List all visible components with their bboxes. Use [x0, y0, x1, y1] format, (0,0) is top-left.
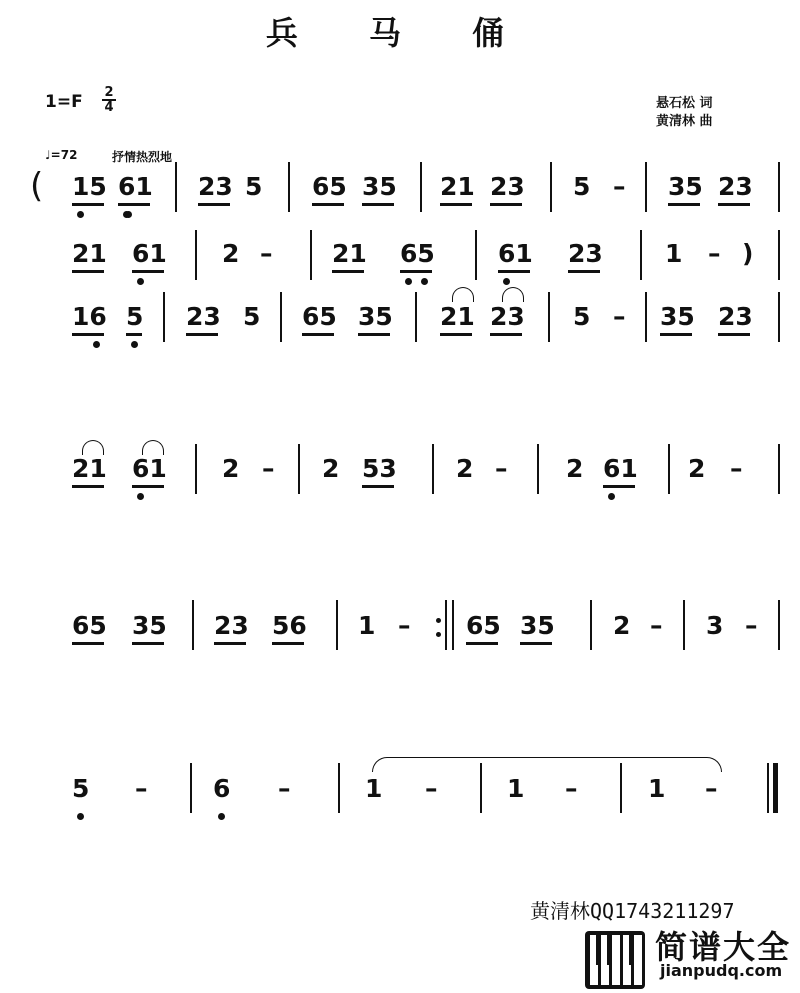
note: 35 — [132, 611, 167, 640]
beam-underline — [72, 333, 104, 336]
note: 35 — [660, 302, 695, 331]
note: 2 — [322, 454, 340, 483]
note: 5 — [72, 774, 90, 803]
bar-line — [640, 230, 642, 280]
note: 23 — [718, 302, 753, 331]
bar-line — [280, 292, 282, 342]
note: 65 — [72, 611, 107, 640]
composer-credit: 黄清林 曲 — [656, 114, 713, 129]
note: – — [613, 302, 626, 331]
note: 5 — [243, 302, 261, 331]
bar-line — [475, 230, 477, 280]
note: 23 — [198, 172, 233, 201]
note: 2 — [222, 239, 240, 268]
note: 35 — [520, 611, 555, 640]
slur — [82, 440, 104, 455]
note: 65 — [400, 239, 435, 268]
beam-underline — [603, 485, 635, 488]
logo-url: jianpudq.com — [660, 961, 783, 980]
footer-contact: 黄清林QQ1743211297 — [530, 899, 735, 923]
bar-line — [550, 162, 552, 212]
beam-underline — [520, 642, 552, 645]
octave-dot — [608, 493, 615, 500]
note: 1 — [358, 611, 376, 640]
note: 21 — [72, 239, 107, 268]
expression-marking: 抒情热烈地 — [112, 150, 173, 164]
note: – — [708, 239, 721, 268]
note: 56 — [272, 611, 307, 640]
bar-line — [778, 600, 780, 650]
beam-underline — [132, 270, 164, 273]
bar-line — [190, 763, 192, 813]
beam-underline — [400, 270, 432, 273]
note: ) — [742, 239, 754, 268]
note: – — [495, 454, 508, 483]
beam-underline — [272, 642, 304, 645]
beam-underline — [362, 203, 394, 206]
beam-underline — [312, 203, 344, 206]
note: – — [425, 774, 438, 803]
bar-line — [415, 292, 417, 342]
slur — [142, 440, 164, 455]
note: 35 — [362, 172, 397, 201]
note: – — [745, 611, 758, 640]
beam-underline — [362, 485, 394, 488]
beam-underline — [126, 333, 142, 336]
beam-underline — [718, 333, 750, 336]
note: 23 — [490, 172, 525, 201]
octave-dot — [503, 278, 510, 285]
beam-underline — [718, 203, 750, 206]
note: 23 — [718, 172, 753, 201]
beam-underline — [132, 485, 164, 488]
bar-line — [336, 600, 338, 650]
octave-dot — [77, 211, 84, 218]
beam-underline — [72, 203, 104, 206]
beam-underline — [302, 333, 334, 336]
key-signature: 1=F — [45, 92, 83, 112]
note: – — [613, 172, 626, 201]
beam-underline — [132, 642, 164, 645]
beam-underline — [118, 203, 150, 206]
note: – — [260, 239, 273, 268]
note: 65 — [302, 302, 337, 331]
bar-line — [778, 162, 780, 212]
octave-dot — [218, 813, 225, 820]
octave-dot — [125, 211, 132, 218]
beam-underline — [186, 333, 218, 336]
note: 2 — [688, 454, 706, 483]
repeat-dot — [436, 632, 441, 637]
bar-line — [432, 444, 434, 494]
note: 65 — [312, 172, 347, 201]
bar-line — [175, 162, 177, 212]
bar-line — [163, 292, 165, 342]
octave-dot — [93, 341, 100, 348]
note: 2 — [566, 454, 584, 483]
note: – — [135, 774, 148, 803]
note: 5 — [573, 172, 591, 201]
bar-line — [310, 230, 312, 280]
note: 1 — [665, 239, 683, 268]
note: 5 — [245, 172, 263, 201]
bar-line — [590, 600, 592, 650]
note: – — [278, 774, 291, 803]
repeat-dot — [436, 618, 441, 623]
bar-line — [452, 600, 454, 650]
note: 1 — [365, 774, 383, 803]
note: 1 — [648, 774, 666, 803]
time-signature-bottom: 4 — [104, 100, 114, 115]
bar-line — [645, 292, 647, 342]
note: 65 — [466, 611, 501, 640]
note: 35 — [358, 302, 393, 331]
note: 23 — [214, 611, 249, 640]
bar-line — [445, 600, 447, 650]
bar-line — [668, 444, 670, 494]
note: 6 — [213, 774, 231, 803]
note: 21 — [72, 454, 107, 483]
octave-dot — [405, 278, 412, 285]
note: 16 — [72, 302, 107, 331]
note: 61 — [118, 172, 153, 201]
bar-line — [645, 162, 647, 212]
beam-underline — [440, 203, 472, 206]
note: 53 — [362, 454, 397, 483]
bar-line — [195, 444, 197, 494]
bar-line — [683, 600, 685, 650]
note: 21 — [332, 239, 367, 268]
note: 5 — [126, 302, 144, 331]
beam-underline — [466, 642, 498, 645]
bar-line — [778, 444, 780, 494]
beam-underline — [568, 270, 600, 273]
lyricist-credit: 悬石松 词 — [656, 96, 713, 111]
note: 15 — [72, 172, 107, 201]
note: 61 — [132, 454, 167, 483]
beam-underline — [498, 270, 530, 273]
beam-underline — [332, 270, 364, 273]
logo-text: 简谱大全 — [655, 928, 792, 966]
note: – — [565, 774, 578, 803]
time-signature-top: 2 — [102, 86, 116, 101]
beam-underline — [490, 333, 522, 336]
open-paren: ( — [30, 166, 44, 206]
bar-line — [338, 763, 340, 813]
bar-line — [778, 230, 780, 280]
note: – — [650, 611, 663, 640]
bar-line — [288, 162, 290, 212]
page-title: 兵 马 俑 — [265, 14, 535, 52]
note: 2 — [613, 611, 631, 640]
note: 61 — [498, 239, 533, 268]
slur — [452, 287, 474, 302]
note: 61 — [132, 239, 167, 268]
beam-underline — [358, 333, 390, 336]
octave-dot — [77, 813, 84, 820]
bar-line — [778, 292, 780, 342]
beam-underline — [72, 642, 104, 645]
note: 21 — [440, 302, 475, 331]
octave-dot — [131, 341, 138, 348]
bar-line — [548, 292, 550, 342]
note: 21 — [440, 172, 475, 201]
beam-underline — [668, 203, 700, 206]
beam-underline — [660, 333, 692, 336]
slur — [502, 287, 524, 302]
note: 23 — [490, 302, 525, 331]
bar-line — [195, 230, 197, 280]
octave-dot — [137, 493, 144, 500]
bar-line — [192, 600, 194, 650]
note: 23 — [186, 302, 221, 331]
octave-dot — [421, 278, 428, 285]
note: 1 — [507, 774, 525, 803]
note: – — [398, 611, 411, 640]
octave-dot — [137, 278, 144, 285]
note: 23 — [568, 239, 603, 268]
note: – — [730, 454, 743, 483]
bar-line — [420, 162, 422, 212]
time-signature — [102, 86, 116, 114]
note: 35 — [668, 172, 703, 201]
beam-underline — [490, 203, 522, 206]
note: 2 — [222, 454, 240, 483]
bar-line — [298, 444, 300, 494]
tempo-marking: ♩=72 — [45, 148, 78, 162]
note: 5 — [573, 302, 591, 331]
bar-line — [537, 444, 539, 494]
note: – — [262, 454, 275, 483]
beam-underline — [214, 642, 246, 645]
beam-underline — [72, 270, 104, 273]
note: 61 — [603, 454, 638, 483]
note: – — [705, 774, 718, 803]
note: 3 — [706, 611, 724, 640]
slur — [372, 757, 722, 772]
beam-underline — [440, 333, 472, 336]
note: 2 — [456, 454, 474, 483]
bar-line — [767, 763, 769, 813]
final-bar-thick — [773, 763, 778, 813]
beam-underline — [72, 485, 104, 488]
beam-underline — [198, 203, 230, 206]
